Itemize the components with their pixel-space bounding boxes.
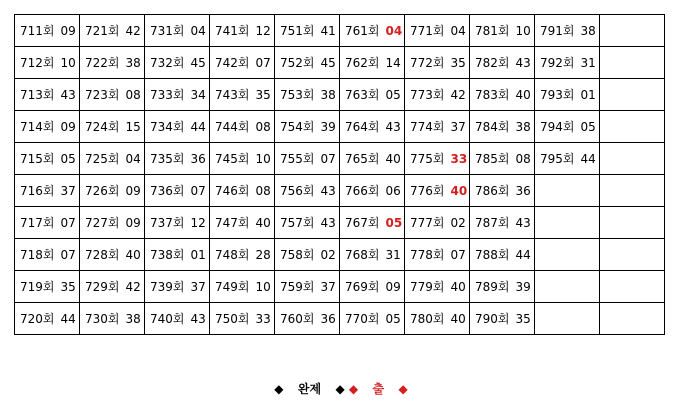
- round-label: 779회: [410, 280, 445, 294]
- grid-cell: [145, 175, 210, 207]
- round-label: 722회: [85, 56, 120, 70]
- drawn-number: 38: [320, 88, 336, 102]
- drawn-number: 38: [125, 56, 141, 70]
- grid-row: [15, 79, 665, 111]
- grid-cell: [535, 271, 600, 303]
- round-label: 738회: [150, 248, 185, 262]
- round-label: 733회: [150, 88, 185, 102]
- grid-cell: [80, 143, 145, 175]
- grid-cell: [210, 143, 275, 175]
- round-label: 720회: [20, 312, 55, 326]
- drawn-number: 43: [385, 120, 401, 134]
- round-label: 735회: [150, 152, 185, 166]
- grid-cell: [535, 175, 600, 207]
- drawn-number: 45: [190, 56, 206, 70]
- grid-row: [15, 239, 665, 271]
- grid-cell: [535, 207, 600, 239]
- grid-row: [15, 303, 665, 335]
- grid-cell: [275, 239, 340, 271]
- drawn-number: 07: [255, 56, 271, 70]
- round-label: 729회: [85, 280, 120, 294]
- grid-cell: [275, 79, 340, 111]
- round-label: 724회: [85, 120, 120, 134]
- drawn-number: 44: [190, 120, 206, 134]
- round-label: 761회: [345, 24, 380, 38]
- grid-cell: [275, 271, 340, 303]
- drawn-number: 43: [320, 184, 336, 198]
- grid-cell: [15, 47, 80, 79]
- round-label: 715회: [20, 152, 55, 166]
- drawn-number: 07: [60, 248, 76, 262]
- round-label: 767회: [345, 216, 380, 230]
- drawn-number: 40: [385, 152, 401, 166]
- round-label: 752회: [280, 56, 315, 70]
- grid-cell: [210, 47, 275, 79]
- round-label: 711회: [20, 24, 55, 38]
- grid-cell: [405, 271, 470, 303]
- drawn-number: 10: [255, 152, 271, 166]
- grid-cell: [600, 239, 665, 271]
- drawn-number: 14: [385, 56, 401, 70]
- drawn-number: 07: [320, 152, 336, 166]
- grid-cell: [470, 175, 535, 207]
- grid-cell: [340, 15, 405, 47]
- grid-cell: [405, 47, 470, 79]
- grid-cell: [80, 79, 145, 111]
- round-label: 751회: [280, 24, 315, 38]
- round-label: 785회: [475, 152, 510, 166]
- grid-cell: [405, 111, 470, 143]
- round-label: 749회: [215, 280, 250, 294]
- grid-cell: [405, 175, 470, 207]
- drawn-number: 10: [255, 280, 271, 294]
- drawn-number: 40: [515, 88, 531, 102]
- drawn-number: 15: [125, 120, 141, 134]
- drawn-number: 05: [580, 120, 596, 134]
- grid-cell: [600, 15, 665, 47]
- drawn-number: 34: [190, 88, 206, 102]
- drawn-number: 08: [255, 184, 271, 198]
- round-label: 741회: [215, 24, 250, 38]
- round-label: 757회: [280, 216, 315, 230]
- drawn-number: 07: [190, 184, 206, 198]
- lotto-number-grid: [14, 14, 665, 335]
- grid-cell: [275, 15, 340, 47]
- round-label: 731회: [150, 24, 185, 38]
- round-label: 748회: [215, 248, 250, 262]
- grid-cell: [210, 79, 275, 111]
- grid-cell: [340, 239, 405, 271]
- drawn-number: 08: [515, 152, 531, 166]
- drawn-number: 37: [60, 184, 76, 198]
- drawn-number: 05: [385, 88, 401, 102]
- grid-cell: [80, 271, 145, 303]
- round-label: 777회: [410, 216, 445, 230]
- grid-cell: [340, 303, 405, 335]
- grid-cell: [210, 111, 275, 143]
- drawn-number: 36: [515, 184, 531, 198]
- legend-complete-label: 완제: [297, 382, 322, 396]
- round-label: 723회: [85, 88, 120, 102]
- grid-cell: [600, 143, 665, 175]
- drawn-number: 33: [450, 152, 468, 166]
- grid-cell: [600, 271, 665, 303]
- grid-cell: [340, 175, 405, 207]
- grid-row: [15, 15, 665, 47]
- drawn-number: 37: [450, 120, 466, 134]
- round-label: 734회: [150, 120, 185, 134]
- grid-cell: [340, 207, 405, 239]
- round-label: 737회: [150, 216, 185, 230]
- round-label: 768회: [345, 248, 380, 262]
- drawn-number: 39: [320, 120, 336, 134]
- black-diamond-icon: ◆: [335, 382, 345, 396]
- grid-row: [15, 207, 665, 239]
- drawn-number: 43: [515, 216, 531, 230]
- round-label: 772회: [410, 56, 445, 70]
- round-label: 793회: [540, 88, 575, 102]
- grid-cell: [470, 239, 535, 271]
- red-diamond-icon: ◆: [398, 382, 408, 396]
- round-label: 756회: [280, 184, 315, 198]
- round-label: 773회: [410, 88, 445, 102]
- round-label: 789회: [475, 280, 510, 294]
- grid-cell: [340, 47, 405, 79]
- grid-cell: [470, 143, 535, 175]
- drawn-number: 43: [320, 216, 336, 230]
- drawn-number: 09: [125, 216, 141, 230]
- grid-cell: [470, 79, 535, 111]
- round-label: 726회: [85, 184, 120, 198]
- grid-cell: [210, 239, 275, 271]
- grid-cell: [600, 303, 665, 335]
- drawn-number: 04: [450, 24, 466, 38]
- drawn-number: 12: [190, 216, 206, 230]
- round-label: 783회: [475, 88, 510, 102]
- grid-cell: [15, 143, 80, 175]
- drawn-number: 05: [385, 312, 401, 326]
- grid-cell: [80, 239, 145, 271]
- grid-row: [15, 111, 665, 143]
- grid-cell: [600, 47, 665, 79]
- grid-cell: [340, 111, 405, 143]
- grid-cell: [15, 303, 80, 335]
- legend-out-label: 출: [372, 382, 385, 396]
- drawn-number: 40: [450, 280, 466, 294]
- grid-cell: [600, 79, 665, 111]
- round-label: 787회: [475, 216, 510, 230]
- drawn-number: 08: [255, 120, 271, 134]
- grid-cell: [470, 271, 535, 303]
- drawn-number: 04: [190, 24, 206, 38]
- round-label: 739회: [150, 280, 185, 294]
- round-label: 728회: [85, 248, 120, 262]
- round-label: 740회: [150, 312, 185, 326]
- round-label: 732회: [150, 56, 185, 70]
- drawn-number: 35: [255, 88, 271, 102]
- grid-cell: [145, 207, 210, 239]
- grid-cell: [210, 207, 275, 239]
- round-label: 764회: [345, 120, 380, 134]
- round-label: 794회: [540, 120, 575, 134]
- drawn-number: 42: [450, 88, 466, 102]
- round-label: 736회: [150, 184, 185, 198]
- round-label: 792회: [540, 56, 575, 70]
- drawn-number: 09: [385, 280, 401, 294]
- grid-cell: [145, 143, 210, 175]
- grid-cell: [535, 239, 600, 271]
- drawn-number: 02: [320, 248, 336, 262]
- drawn-number: 38: [515, 120, 531, 134]
- grid-cell: [15, 239, 80, 271]
- round-label: 762회: [345, 56, 380, 70]
- drawn-number: 40: [450, 312, 466, 326]
- grid-row: [15, 47, 665, 79]
- grid-cell: [405, 303, 470, 335]
- round-label: 750회: [215, 312, 250, 326]
- round-label: 744회: [215, 120, 250, 134]
- round-label: 746회: [215, 184, 250, 198]
- drawn-number: 44: [60, 312, 76, 326]
- grid-row: [15, 143, 665, 175]
- grid-cell: [80, 15, 145, 47]
- grid-cell: [535, 79, 600, 111]
- grid-cell: [275, 303, 340, 335]
- round-label: 795회: [540, 152, 575, 166]
- round-label: 791회: [540, 24, 575, 38]
- drawn-number: 37: [320, 280, 336, 294]
- round-label: 753회: [280, 88, 315, 102]
- round-label: 717회: [20, 216, 55, 230]
- grid-cell: [275, 207, 340, 239]
- drawn-number: 33: [255, 312, 271, 326]
- drawn-number: 44: [580, 152, 596, 166]
- drawn-number: 28: [255, 248, 271, 262]
- drawn-number: 06: [385, 184, 401, 198]
- grid-cell: [80, 207, 145, 239]
- round-label: 763회: [345, 88, 380, 102]
- drawn-number: 09: [60, 120, 76, 134]
- round-label: 747회: [215, 216, 250, 230]
- grid-cell: [535, 15, 600, 47]
- grid-cell: [145, 15, 210, 47]
- drawn-number: 10: [515, 24, 531, 38]
- round-label: 719회: [20, 280, 55, 294]
- round-label: 781회: [475, 24, 510, 38]
- drawn-number: 09: [60, 24, 76, 38]
- round-label: 786회: [475, 184, 510, 198]
- drawn-number: 05: [60, 152, 76, 166]
- round-label: 775회: [410, 152, 445, 166]
- round-label: 766회: [345, 184, 380, 198]
- drawn-number: 10: [60, 56, 76, 70]
- grid-cell: [275, 111, 340, 143]
- grid-cell: [80, 175, 145, 207]
- grid-cell: [145, 239, 210, 271]
- grid-cell: [535, 143, 600, 175]
- grid-cell: [470, 111, 535, 143]
- drawn-number: 35: [515, 312, 531, 326]
- round-label: 784회: [475, 120, 510, 134]
- grid-cell: [145, 47, 210, 79]
- drawn-number: 08: [125, 88, 141, 102]
- grid-cell: [145, 111, 210, 143]
- grid-cell: [535, 47, 600, 79]
- drawn-number: 09: [125, 184, 141, 198]
- grid-cell: [210, 271, 275, 303]
- round-label: 718회: [20, 248, 55, 262]
- round-label: 743회: [215, 88, 250, 102]
- round-label: 790회: [475, 312, 510, 326]
- drawn-number: 40: [255, 216, 271, 230]
- drawn-number: 07: [60, 216, 76, 230]
- drawn-number: 37: [190, 280, 206, 294]
- grid-cell: [405, 143, 470, 175]
- round-label: 758회: [280, 248, 315, 262]
- grid-cell: [80, 47, 145, 79]
- drawn-number: 43: [190, 312, 206, 326]
- drawn-number: 31: [580, 56, 596, 70]
- grid-cell: [80, 111, 145, 143]
- drawn-number: 36: [320, 312, 336, 326]
- drawn-number: 43: [515, 56, 531, 70]
- drawn-number: 38: [125, 312, 141, 326]
- round-label: 771회: [410, 24, 445, 38]
- grid-cell: [340, 79, 405, 111]
- round-label: 745회: [215, 152, 250, 166]
- red-diamond-icon: ◆: [348, 382, 359, 396]
- drawn-number: 45: [320, 56, 336, 70]
- grid-cell: [275, 47, 340, 79]
- drawn-number: 35: [60, 280, 76, 294]
- black-diamond-icon: ◆: [274, 382, 284, 396]
- round-label: 712회: [20, 56, 55, 70]
- grid-cell: [80, 303, 145, 335]
- grid-cell: [210, 175, 275, 207]
- grid-cell: [340, 271, 405, 303]
- round-label: 765회: [345, 152, 380, 166]
- grid-row: [15, 175, 665, 207]
- round-label: 713회: [20, 88, 55, 102]
- grid-cell: [145, 271, 210, 303]
- round-label: 782회: [475, 56, 510, 70]
- drawn-number: 36: [190, 152, 206, 166]
- grid-cell: [470, 15, 535, 47]
- grid-cell: [600, 207, 665, 239]
- grid-cell: [210, 303, 275, 335]
- round-label: 759회: [280, 280, 315, 294]
- grid-cell: [145, 79, 210, 111]
- grid-cell: [15, 271, 80, 303]
- round-label: 760회: [280, 312, 315, 326]
- grid-cell: [600, 175, 665, 207]
- grid-cell: [600, 111, 665, 143]
- grid-cell: [275, 143, 340, 175]
- round-label: 725회: [85, 152, 120, 166]
- grid-cell: [15, 15, 80, 47]
- grid-cell: [210, 15, 275, 47]
- round-label: 714회: [20, 120, 55, 134]
- drawn-number: 42: [125, 24, 141, 38]
- drawn-number: 02: [450, 216, 466, 230]
- drawn-number: 31: [385, 248, 401, 262]
- drawn-number: 05: [385, 216, 403, 230]
- drawn-number: 01: [190, 248, 206, 262]
- round-label: 774회: [410, 120, 445, 134]
- round-label: 755회: [280, 152, 315, 166]
- round-label: 730회: [85, 312, 120, 326]
- drawn-number: 04: [125, 152, 141, 166]
- grid-row: [15, 271, 665, 303]
- grid-cell: [275, 175, 340, 207]
- drawn-number: 12: [255, 24, 271, 38]
- drawn-number: 40: [450, 184, 468, 198]
- round-label: 742회: [215, 56, 250, 70]
- grid-cell: [15, 175, 80, 207]
- round-label: 716회: [20, 184, 55, 198]
- grid-cell: [15, 207, 80, 239]
- drawn-number: 35: [450, 56, 466, 70]
- grid-cell: [405, 239, 470, 271]
- drawn-number: 01: [580, 88, 596, 102]
- grid-cell: [15, 79, 80, 111]
- drawn-number: 04: [385, 24, 403, 38]
- grid-cell: [470, 303, 535, 335]
- drawn-number: 42: [125, 280, 141, 294]
- grid-cell: [15, 111, 80, 143]
- grid-cell: [405, 15, 470, 47]
- drawn-number: 40: [125, 248, 141, 262]
- grid-cell: [535, 303, 600, 335]
- round-label: 770회: [345, 312, 380, 326]
- drawn-number: 41: [320, 24, 336, 38]
- round-label: 721회: [85, 24, 120, 38]
- grid-cell: [405, 207, 470, 239]
- grid-cell: [470, 207, 535, 239]
- legend: [0, 380, 682, 397]
- round-label: 788회: [475, 248, 510, 262]
- grid-cell: [405, 79, 470, 111]
- grid-cell: [535, 111, 600, 143]
- drawn-number: 38: [580, 24, 596, 38]
- round-label: 754회: [280, 120, 315, 134]
- round-label: 780회: [410, 312, 445, 326]
- drawn-number: 07: [450, 248, 466, 262]
- drawn-number: 39: [515, 280, 531, 294]
- grid-cell: [470, 47, 535, 79]
- grid-cell: [340, 143, 405, 175]
- grid-cell: [145, 303, 210, 335]
- drawn-number: 44: [515, 248, 531, 262]
- round-label: 769회: [345, 280, 380, 294]
- round-label: 778회: [410, 248, 445, 262]
- round-label: 776회: [410, 184, 445, 198]
- drawn-number: 43: [60, 88, 76, 102]
- round-label: 727회: [85, 216, 120, 230]
